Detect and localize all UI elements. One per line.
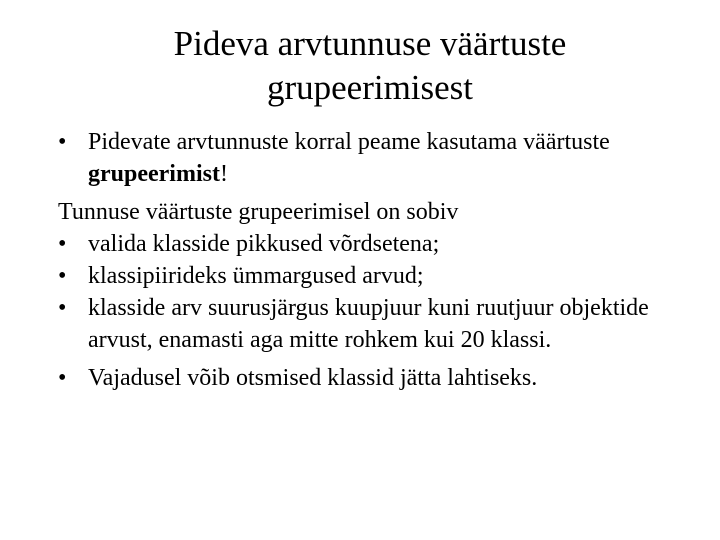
intro-bullet [58,126,698,190]
bullet-icon: • [58,129,67,155]
slide-title-line-1: Pideva arvtunnuse väärtuste [173,24,567,63]
bullet-icon: • [58,263,67,289]
intro-punctuation: ! [219,161,228,187]
slide-body [58,126,698,394]
list-item [58,362,698,394]
intro-text: Pidevate arvtunnuste korral peame kasutama väärtuste [88,129,610,155]
list-item [58,292,698,356]
bullet-icon: • [58,365,67,391]
list-item-text: klasside arv suurusjärgus kuupjuur kuni ruutjuur objektide arvust, enamasti aga mitte rohkem kui 20 klassi. [88,295,649,353]
intro-emphasis: grupeerimist [88,161,220,187]
bullet-icon: • [58,231,67,257]
list-item-text: klassipiirideks ümmargused arvud; [88,263,424,289]
list-item-text: Vajadusel võib otsmised klassid jätta lahtiseks. [88,365,538,391]
bullet-icon: • [58,295,67,321]
subheading: Tunnuse väärtuste grupeerimisel on sobiv [58,199,459,225]
list-item-text: valida klasside pikkused võrdsetena; [88,231,440,257]
list-item [58,260,698,292]
slide-title [20,22,720,110]
list-item [58,228,698,260]
slide-title-line-2: grupeerimisest [266,68,474,107]
